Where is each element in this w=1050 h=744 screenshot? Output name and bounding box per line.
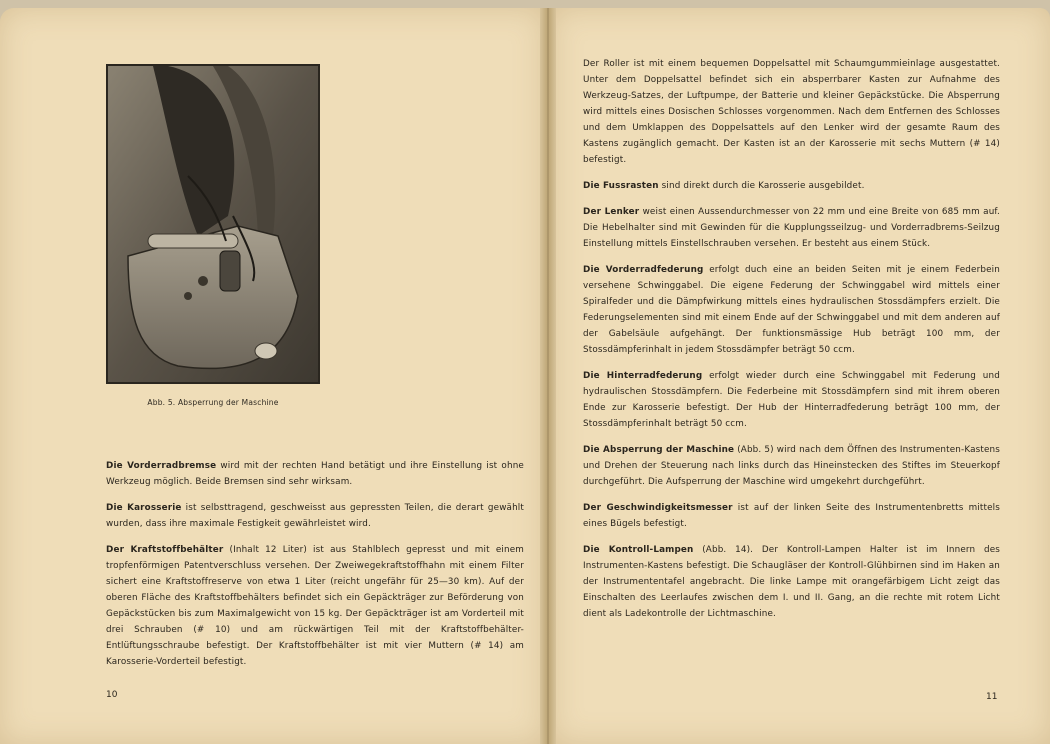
page-number: 11 <box>986 692 998 702</box>
right-page-text <box>583 56 1000 632</box>
paragraph: Die Hinterradfederung erfolgt wieder durch eine Schwinggabel mit Federung und hydraulischen Stossdämpfern. Die Federbeine mit Stossdämpfern sind mit ihrem oberen Ende zur Karosserie befestigt. Der Hub der Hinterradfederung beträgt 100 mm, der Stossdämpferinhalt beträgt 50 ccm. <box>583 371 1000 429</box>
paragraph: Die Absperrung der Maschine (Abb. 5) wird nach dem Öffnen des Instrumenten-Kastens und Drehen der Steuerung nach links durch das Hineinstecken des Stiftes im Steuerkopf durchgeführt. Die Aufsperrung der Maschine wird umgekehrt durchgeführt. <box>583 445 1001 487</box>
paragraph: Der Geschwindigkeitsmesser ist auf der linken Seite des Instrumentenbretts mittels eines Bügels befestigt. <box>583 503 1000 529</box>
left-page-text <box>106 458 524 680</box>
photo-illustration <box>108 66 318 382</box>
paragraph: Der Kraftstoffbehälter (Inhalt 12 Liter) ist aus Stahlblech gepresst und mit einem tropfenförmigen Patentverschluss versehen. Der Zweiwegekraftstoffhahn mit einem Filter sichert eine Kraftstoffreserve von etwa 1 Liter (reicht ungefähr für 25—30 km). Auf der oberen Fläche des Kraftstoffbehälters befindet sich ein Gepäckträger zur Beförderung von Gepäckstücken bis zum Maximalgewicht von 15 kg. Der Gepäckträger ist am Vorderteil mit drei Schrauben (# 10) und am rückwärtigen Teil mit der Kraftstoffbehälter-Entlüftungsschraube befestigt. Der Kraftstoffbehälter ist mit vier Muttern (# 14) am Karosserie-Vorderteil befestigt. <box>106 545 524 667</box>
paragraph: Die Fussrasten sind direkt durch die Karosserie ausgebildet. <box>583 181 865 191</box>
paragraph: Der Lenker weist einen Aussendurchmesser von 22 mm und eine Breite von 685 mm auf. Die Hebelhalter sind mit Gewinden für die Kupplungsseilzug- und Vorderradbrems-Seilzug Einstellung mittels Einstellschrauben versehen. Er besteht aus einem Stück. <box>583 207 1000 249</box>
paragraph: Der Roller ist mit einem bequemen Doppelsattel mit Schaumgummieinlage ausgestattet. Unter dem Doppelsattel befindet sich ein absperrbarer Kasten zur Aufnahme des Werkzeug-Satzes, der Luftpumpe, der Batterie und kleiner Gepäckstücke. Die Absperrung wird mittels eines Dosischen Schlosses vorgenommen. Nach dem Entfernen des Schlosses und dem Umklappen des Doppelsattels auf den Lenker wird der gesamte Raum des Kastens zugänglich gemacht. Der Kasten ist an der Karosserie mit sechs Muttern (# 14) befestigt. <box>583 59 1000 165</box>
paragraph: Die Karosserie ist selbsttragend, geschweisst aus gepressten Teilen, die derart gewählt wurden, dass ihre maximale Festigkeit gewährleistet wird. <box>106 503 524 529</box>
paragraph: Die Vorderradfederung erfolgt duch eine an beiden Seiten mit je einem Federbein versehene Schwinggabel. Die eigene Federung der Schwinggabel wird mittels einer Spiralfeder und die Dämpfwirkung mittels eines hydraulischen Stossdämpfers erzielt. Die Federungselementen sind mit einem Ende auf der Schwinggabel und mit dem anderen auf der Gabelsäule aufgehängt. Der funktionsmässige Hub beträgt 100 mm, der Stossdämpferinhalt in jedem Stossdämpfer beträgt 50 ccm. <box>583 265 1000 355</box>
book-spine <box>540 8 556 744</box>
figure-caption: Abb. 5. Absperrung der Maschine <box>147 398 279 407</box>
page-number: 10 <box>106 690 118 700</box>
scooter-lock-photo <box>106 64 320 384</box>
paragraph: Die Vorderradbremse wird mit der rechten Hand betätigt und ihre Einstellung ist ohne Werkzeug möglich. Beide Bremsen sind sehr wirksam. <box>106 461 524 487</box>
paragraph: Die Kontroll-Lampen (Abb. 14). Der Kontroll-Lampen Halter ist im Innern des Instrumenten-Kastens befestigt. Die Schaugläser der Kontroll-Glühbirnen sind im Haken an der Instrumententafel angebracht. Die linke Lampe mit orangefärbigem Licht zeigt das Einschalten des Leerlaufes zwischen dem I. und II. Gang, an die rechte mit rotem Licht dient als Ladekontrolle der Lichtmaschine. <box>583 545 1001 619</box>
